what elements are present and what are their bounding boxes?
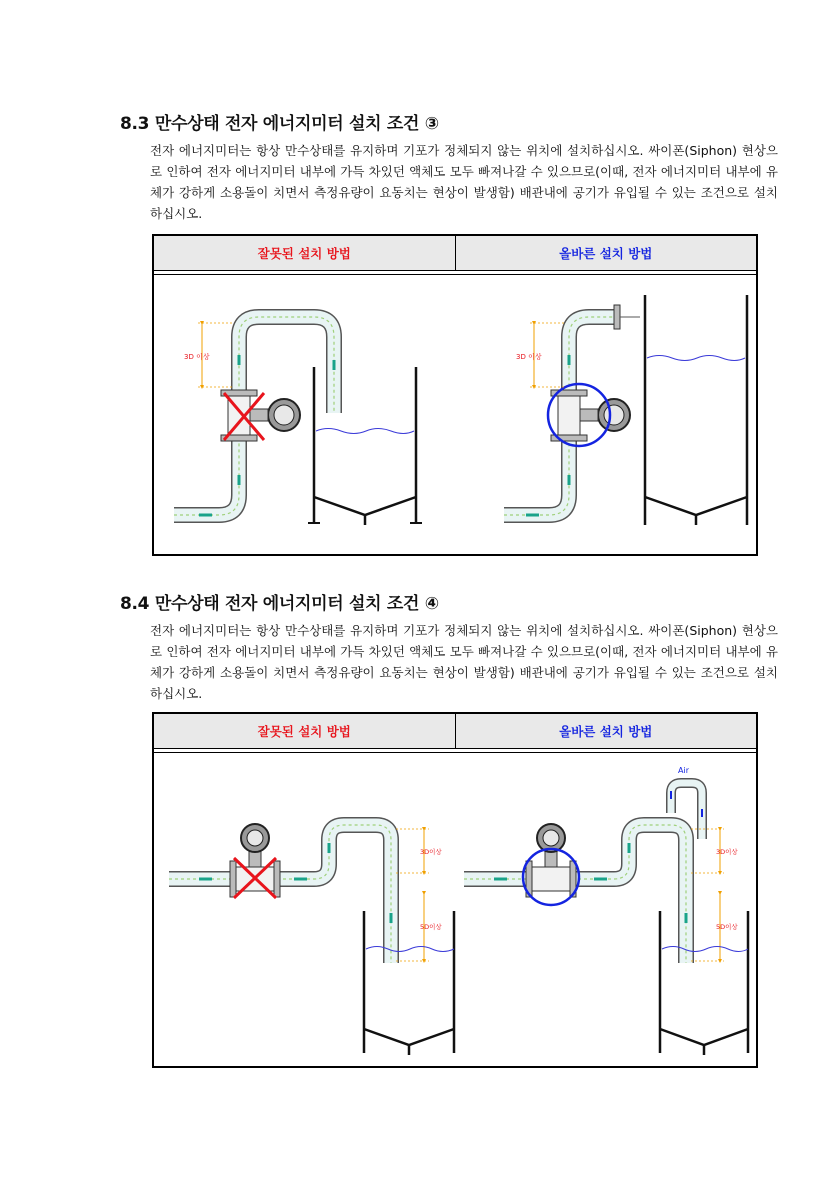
dimension-text: 5D이상 (716, 923, 738, 931)
wrong-install-diagram (174, 317, 422, 525)
transmitter-display (274, 405, 294, 425)
figure-8-4 (152, 712, 758, 1068)
water-level (316, 429, 414, 434)
transmitter-display (604, 405, 624, 425)
flange-right (274, 861, 280, 897)
wrong-install-label: 잘못된 설치 방법 (154, 236, 456, 270)
right-install-diagram (464, 766, 748, 1055)
section-title-8-3: 8.3 만수상태 전자 에너지미터 설치 조건 ③ (120, 114, 439, 134)
right-install-diagram (504, 295, 747, 525)
figure-body (154, 753, 756, 1071)
figure-8-4-diagram (154, 753, 756, 1067)
right-install-label: 올바른 설치 방법 (559, 724, 653, 739)
section-paragraph-8-4: 전자 에너지미터는 항상 만수상태를 유지하며 기포가 정체되지 않는 위치에 설치하십시오. 싸이폰(Siphon) 현상으로 인하여 전자 에너지미터 내부에 가득 차있던 액체도 모두 빠져나갈 수 있으므로(이때, 전자 에너지미터 내부에 유체가 강하게 소용돌이 치면서 측정유량이 요동치는 현상이 발생함) 배관내에 공기가 유입될 수 있는 조건으로 설치하십시오. (150, 623, 778, 701)
figure-8-3-diagram (154, 275, 756, 555)
dimension-text: 3D 이상 (184, 353, 210, 361)
water-level (647, 356, 745, 361)
water-level (662, 947, 748, 952)
figure-8-3 (152, 234, 758, 556)
dimension-text: 3D이상 (716, 848, 738, 856)
section-title-8-4: 8.4 만수상태 전자 에너지미터 설치 조건 ④ (120, 594, 439, 614)
dimension-text: 5D이상 (420, 923, 442, 931)
transmitter-neck (580, 409, 598, 421)
section-paragraph-8-3: 전자 에너지미터는 항상 만수상태를 유지하며 기포가 정체되지 않는 위치에 설치하십시오. 싸이폰(Siphon) 현상으로 인하여 전자 에너지미터 내부에 가득 차있던 액체도 모두 빠져나갈 수 있으므로(이때, 전자 에너지미터 내부에 유체가 강하게 소용돌이 치면서 측정유량이 요동치는 현상이 발생함) 배관내에 공기가 유입될 수 있는 조건으로 설치하십시오. (150, 143, 778, 221)
right-install-label: 올바른 설치 방법 (559, 246, 653, 261)
transmitter-display (543, 830, 559, 846)
transmitter-neck (250, 409, 268, 421)
outlet-flange (614, 305, 620, 329)
figure-header (154, 236, 756, 271)
water-level (366, 947, 454, 952)
tank-bottom (314, 497, 416, 515)
figure-header (154, 714, 756, 749)
meter-body (532, 867, 570, 891)
tank-bottom (364, 1029, 454, 1045)
air-label: Air (678, 766, 689, 775)
tank-bottom (660, 1029, 748, 1045)
dimension-text: 3D 이상 (516, 353, 542, 361)
figure-body (154, 275, 756, 559)
wrong-install-label: 잘못된 설치 방법 (154, 714, 456, 748)
wrong-install-diagram (169, 824, 454, 1055)
transmitter-display (247, 830, 263, 846)
flange-left (230, 861, 236, 897)
tank-bottom (645, 497, 747, 515)
dimension-text: 3D이상 (420, 848, 442, 856)
meter-body (558, 396, 580, 435)
